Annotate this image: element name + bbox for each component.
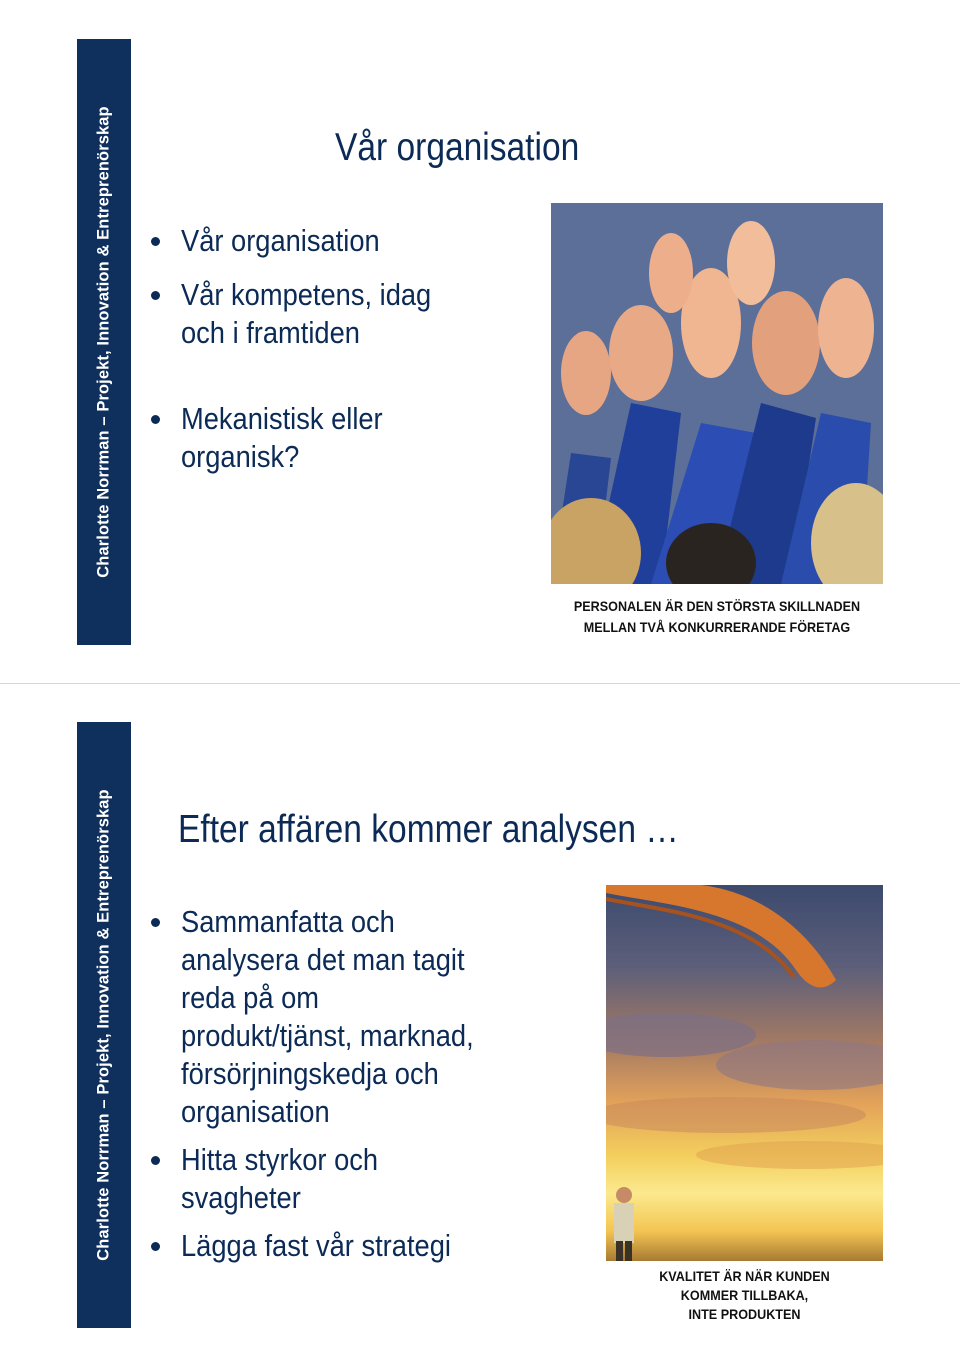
raised-hands-photo xyxy=(551,203,883,584)
bullet-item: Sammanfatta och analysera det man tagit reda på om produkt/tjänst, marknad, försörjningskedja och organisation xyxy=(181,903,514,1131)
sidebar-band xyxy=(77,39,131,645)
bullet-dot-icon xyxy=(151,415,160,424)
sidebar-band xyxy=(77,722,131,1328)
photo-caption: KVALITET ÄR NÄR KUNDEN KOMMER TILLBAKA, INTE PRODUKTEN xyxy=(659,1268,830,1322)
bullet-dot-icon xyxy=(151,291,160,300)
slide-title: Vår organisation xyxy=(335,126,580,169)
bullet-item: Lägga fast vår strategi xyxy=(181,1227,514,1265)
slide-2 xyxy=(0,684,960,1367)
slide-1 xyxy=(0,0,960,683)
boomerang-illustration xyxy=(606,885,883,1261)
bullet-dot-icon xyxy=(151,1156,160,1165)
sidebar-author-text: Charlotte Norrman – Projekt, Innovation & Entreprenörskap xyxy=(94,789,113,1261)
bullet-list xyxy=(181,903,514,1265)
raised-hands-illustration xyxy=(551,203,883,584)
bullet-item: Hitta styrkor och svagheter xyxy=(181,1141,514,1217)
boomerang-sunset-photo xyxy=(606,885,883,1261)
bullet-dot-icon xyxy=(151,237,160,246)
bullet-item: Vår kompetens, idag och i framtiden xyxy=(181,276,465,352)
sidebar-author-text: Charlotte Norrman – Projekt, Innovation & Entreprenörskap xyxy=(94,106,113,578)
photo-caption: PERSONALEN ÄR DEN STÖRSTA SKILLNADEN MELLAN TVÅ KONKURRERANDE FÖRETAG xyxy=(573,598,861,635)
slide-title: Efter affären kommer analysen … xyxy=(178,808,679,851)
bullet-item: Mekanistisk eller organisk? xyxy=(181,400,465,476)
bullet-dot-icon xyxy=(151,1242,160,1251)
bullet-dot-icon xyxy=(151,918,160,927)
bullet-list xyxy=(181,222,465,476)
bullet-item: Vår organisation xyxy=(181,222,465,260)
